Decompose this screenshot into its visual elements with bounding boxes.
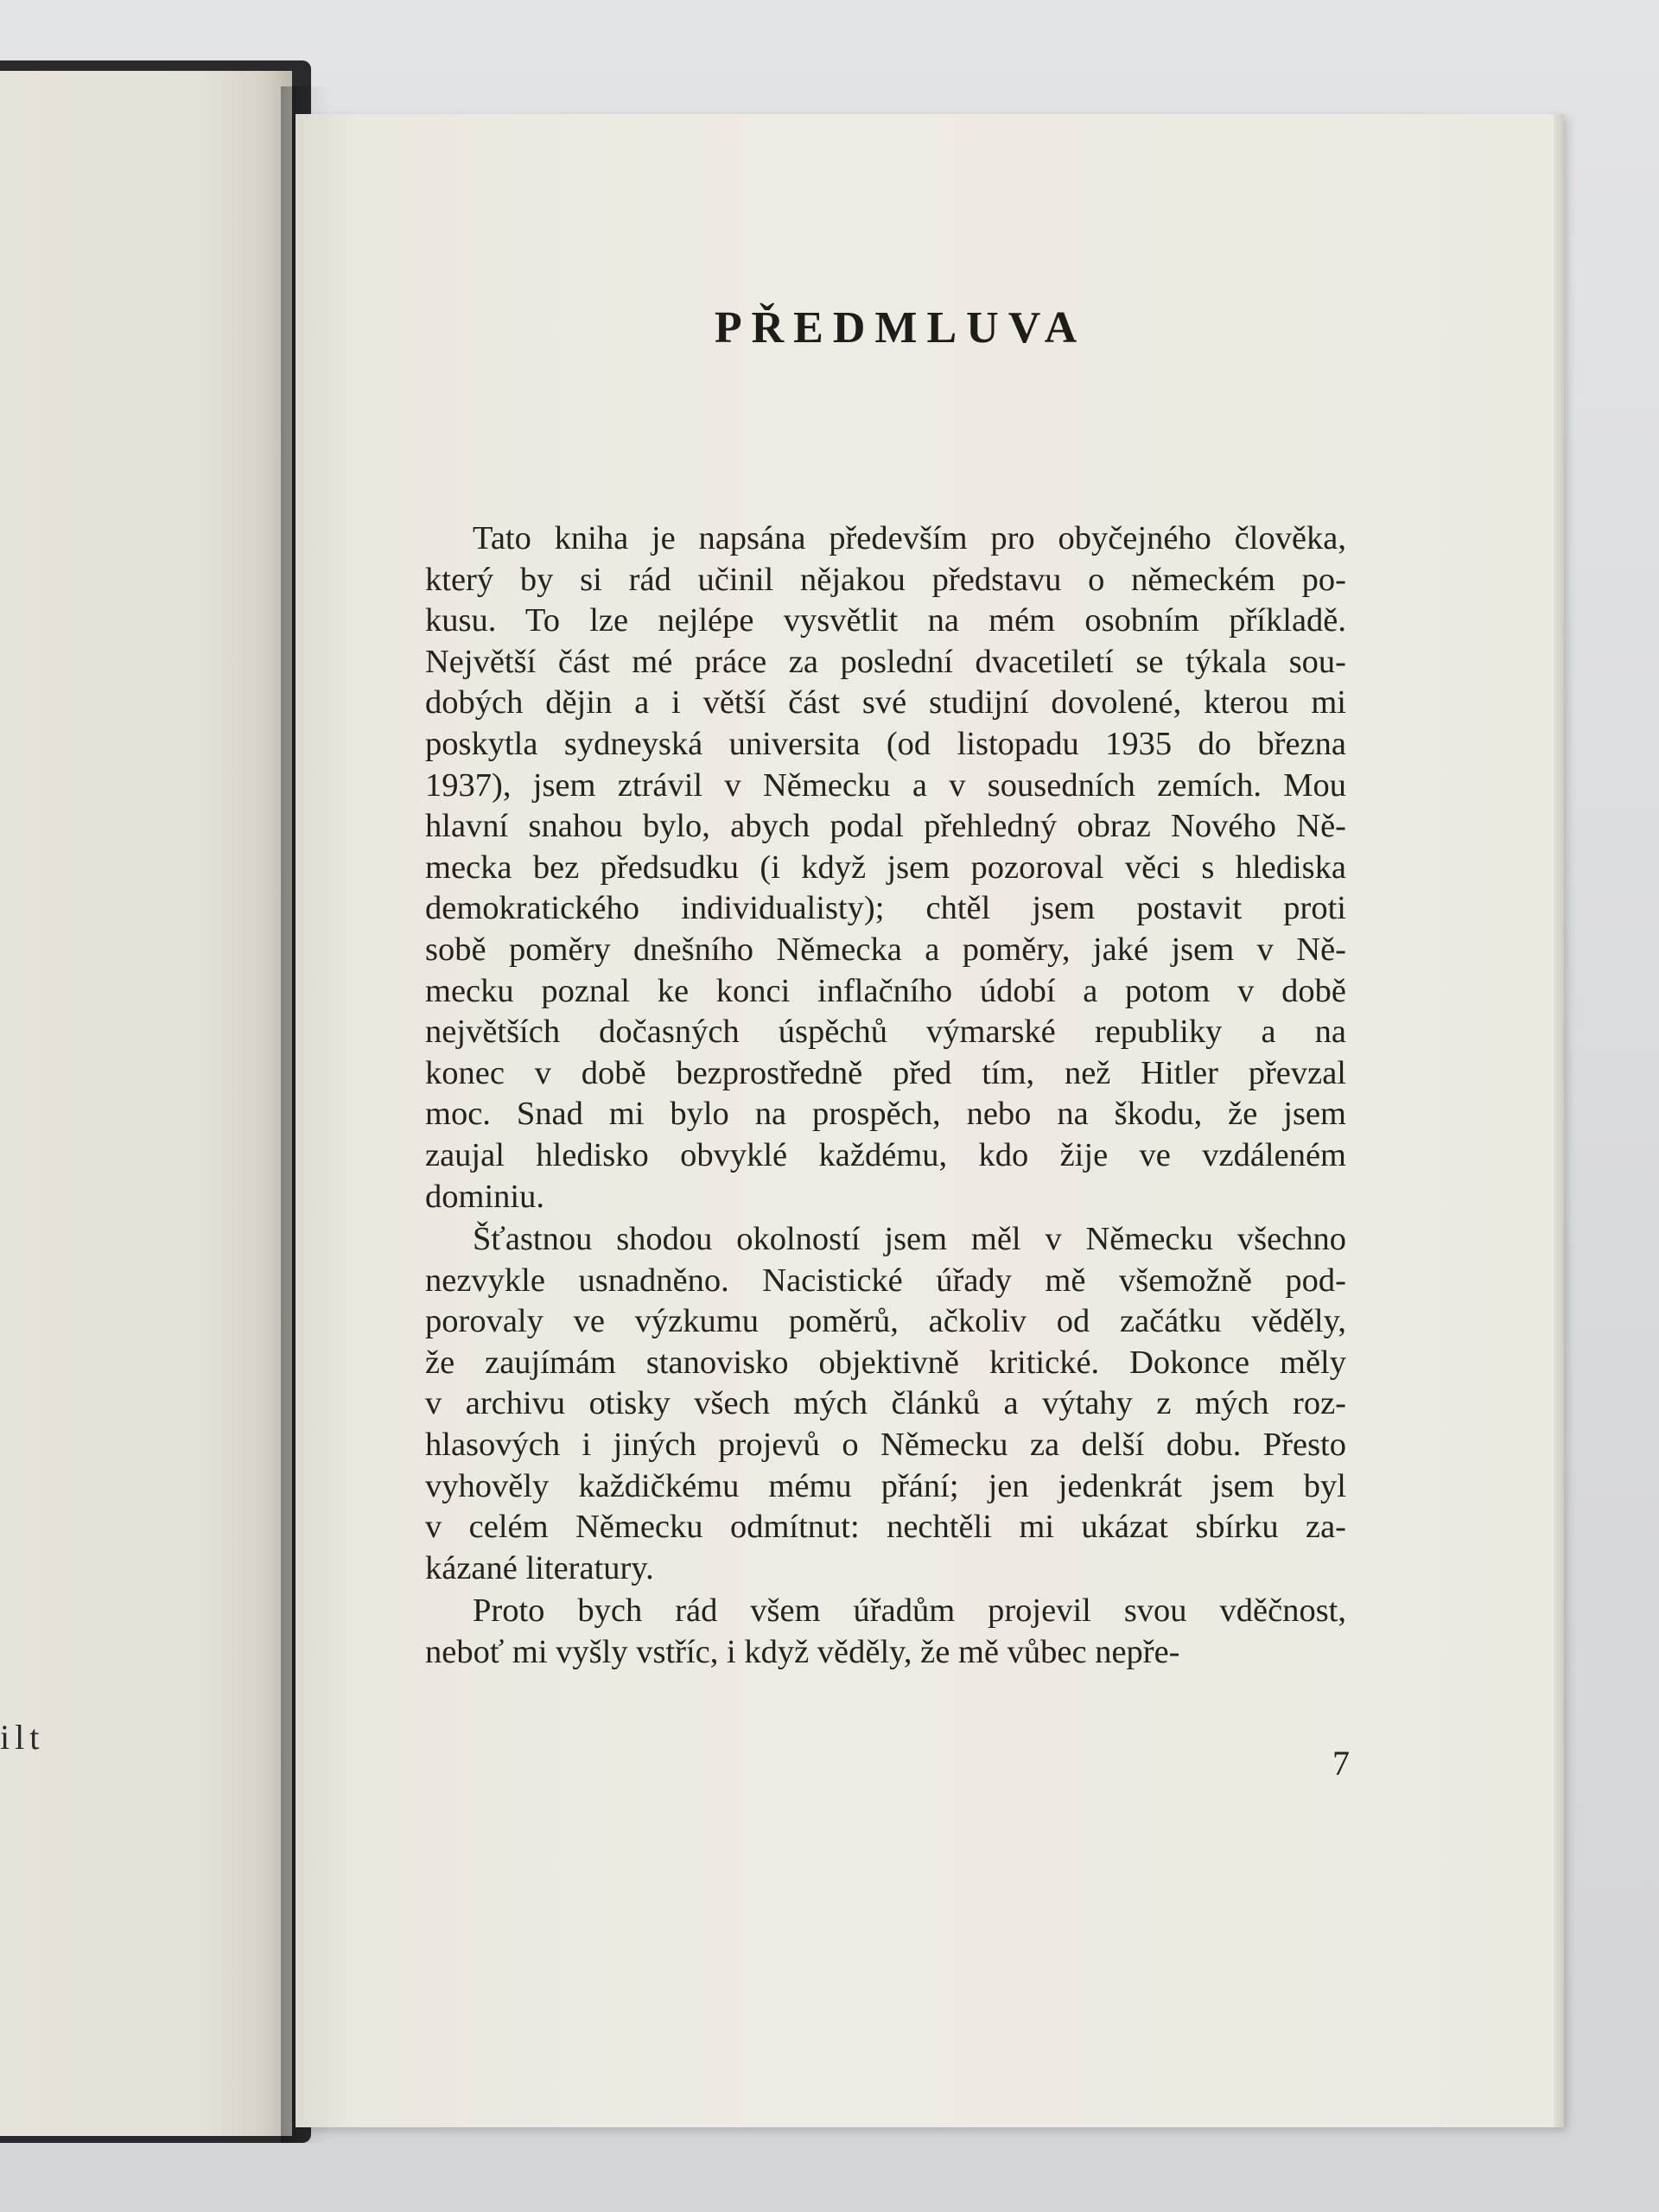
text-line: moc. Snad mi bylo na prospěch, nebo na škodu, že jsem	[425, 1096, 1346, 1133]
text-line: mecka bez předsudku (i když jsem pozoroval věci s hlediska	[425, 849, 1346, 886]
text-line: sobě poměry dnešního Německa a poměry, jaké jsem v Ně-	[425, 931, 1346, 968]
text-line: největších dočasných úspěchů výmarské republiky a na	[425, 1014, 1346, 1051]
text-line: hlasových i jiných projevů o Německu za delší dobu. Přesto	[425, 1427, 1346, 1464]
text-line: porovaly ve výzkumu poměrů, ačkoliv od začátku věděly,	[425, 1303, 1346, 1340]
text-line: 1937), jsem ztrávil v Německu a v sousedních zemích. Mou	[425, 766, 1346, 804]
text-line: konec v době bezprostředně před tím, než Hitler převzal	[425, 1054, 1346, 1091]
text-line: dominiu.	[425, 1178, 544, 1215]
text-line: Největší část mé práce za poslední dvacetiletí se týkala sou-	[425, 643, 1346, 680]
text-line: neboť mi vyšly vstříc, i když věděly, že mě vůbec nepře-	[425, 1634, 1180, 1671]
right-page	[296, 114, 1564, 2127]
text-line: kusu. To lze nejlépe vysvětlit na mém osobním příkladě.	[425, 602, 1346, 639]
text-line: Šťastnou shodou okolností jsem měl v Německu všechno	[473, 1221, 1346, 1258]
text-line: Tato kniha je napsána především pro obyčejného člověka,	[473, 520, 1346, 556]
text-line: zaujal hledisko obvyklé každému, kdo žije ve vzdáleném	[425, 1136, 1346, 1173]
text-line: kázané literatury.	[425, 1549, 654, 1586]
page-edge	[1554, 114, 1564, 2127]
page-number: 7	[1332, 1744, 1350, 1783]
text-line: nezvykle usnadněno. Nacistické úřady mě všemožně pod-	[425, 1262, 1346, 1299]
text-line: hlavní snahou bylo, abych podal přehledný obraz Nového Ně-	[425, 808, 1346, 845]
text-line: že zaujímám stanovisko objektivně kritické. Dokonce měly	[425, 1344, 1346, 1381]
text-line: dobých dějin a i větší část své studijní dovolené, kterou mi	[425, 684, 1346, 721]
page-heading: PŘEDMLUVA	[714, 303, 1087, 353]
text-line: který by si rád učinil nějakou představu o německém po-	[425, 561, 1346, 598]
text-line: v celém Německu odmítnut: nechtěli mi ukázat sbírku za-	[425, 1509, 1346, 1546]
left-page-text-fragment: ilt	[0, 1718, 45, 1757]
paragraph	[425, 1219, 1346, 1589]
text-line: poskytla sydneyská universita (od listopadu 1935 do března	[425, 725, 1346, 762]
paragraph	[425, 1591, 1346, 1673]
left-page	[0, 71, 292, 2136]
text-line: Proto bych rád všem úřadům projevil svou vděčnost,	[473, 1592, 1346, 1630]
text-line: demokratického individualisty); chtěl jsem postavit proti	[425, 890, 1346, 927]
text-line: mecku poznal ke konci inflačního údobí a potom v době	[425, 972, 1346, 1009]
text-line: vyhověly každičkému mému přání; jen jedenkrát jsem byl	[425, 1467, 1346, 1504]
text-line: v archivu otisky všech mých článků a výtahy z mých roz-	[425, 1385, 1346, 1422]
body-text	[425, 518, 1346, 1675]
paragraph	[425, 518, 1346, 1217]
